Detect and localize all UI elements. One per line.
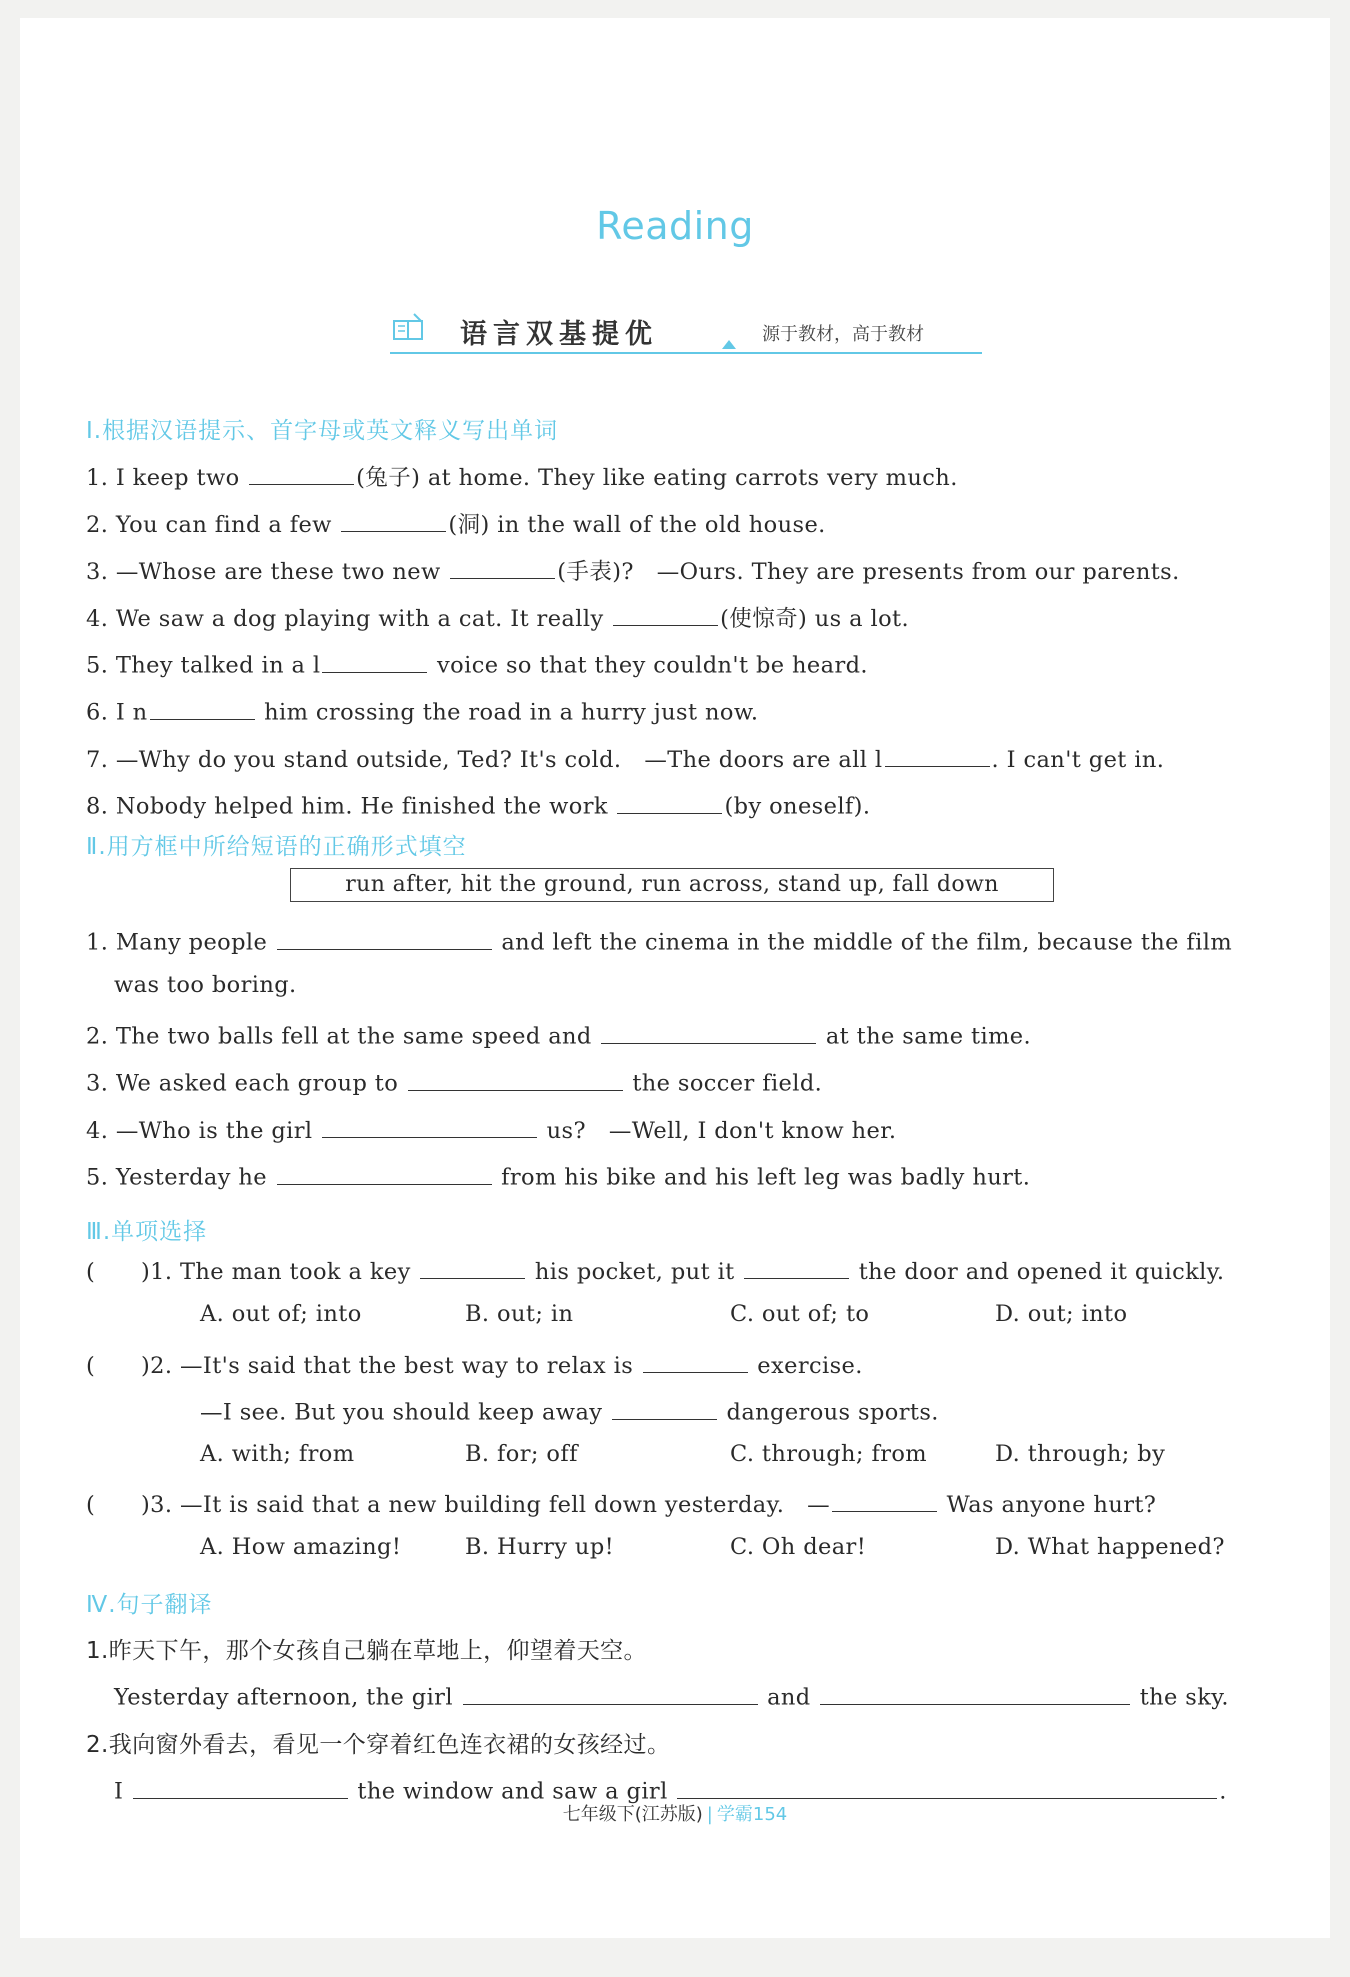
answer-paren[interactable]: ( ) — [86, 1353, 151, 1379]
option-a[interactable]: A. with; from — [200, 1441, 355, 1467]
footer-brand: 学霸 — [716, 1804, 753, 1825]
answer-blank[interactable] — [820, 1680, 1130, 1705]
s1-item-7: 7. —Why do you stand outside, Ted? It's cold. —The doors are all l . I can't get in. — [86, 742, 1164, 774]
option-d[interactable]: D. What happened? — [995, 1534, 1225, 1560]
s1-item-8: 8. Nobody helped him. He finished the work (by oneself). — [86, 789, 870, 820]
s2-item-4: 4. —Who is the girl us? —Well, I don't know her. — [86, 1113, 896, 1145]
s2-item-2: 2. The two balls fell at the same speed and at the same time. — [86, 1019, 1031, 1050]
answer-blank[interactable] — [744, 1254, 849, 1279]
option-a[interactable]: A. out of; into — [200, 1301, 362, 1327]
s2-item-3: 3. We asked each group to the soccer field. — [86, 1066, 822, 1097]
answer-blank[interactable] — [450, 554, 555, 579]
option-d[interactable]: D. out; into — [995, 1301, 1128, 1327]
s2-item-1-cont: was too boring. — [114, 972, 297, 998]
book-icon — [392, 312, 426, 342]
banner-triangle — [722, 340, 736, 349]
s1-item-5: 5. They talked in a l voice so that they couldn't be heard. — [86, 648, 868, 679]
s1-item-6: 6. I n him crossing the road in a hurry just now. — [86, 695, 758, 726]
answer-blank[interactable] — [832, 1487, 937, 1512]
section-2-heading: Ⅱ.用方框中所给短语的正确形式填空 — [86, 834, 467, 860]
answer-paren[interactable]: ( ) — [86, 1492, 151, 1518]
answer-blank[interactable] — [277, 1160, 492, 1185]
section-banner — [390, 308, 982, 354]
answer-blank[interactable] — [601, 1019, 816, 1044]
option-b[interactable]: B. Hurry up! — [465, 1534, 615, 1560]
s3-question-2: ( )2. —It's said that the best way to relax is exercise. — [86, 1348, 863, 1380]
s4-q1-english: Yesterday afternoon, the girl and the sky. — [114, 1680, 1229, 1711]
s1-item-3: 3. —Whose are these two new (手表)? —Ours. They are presents from our parents. — [86, 554, 1180, 586]
answer-blank[interactable] — [463, 1680, 758, 1705]
s2-item-5: 5. Yesterday he from his bike and his left leg was badly hurt. — [86, 1160, 1030, 1191]
s4-q2-english: I the window and saw a girl . — [114, 1774, 1227, 1805]
option-c[interactable]: C. out of; to — [730, 1301, 870, 1327]
option-c[interactable]: C. Oh dear! — [730, 1534, 867, 1560]
answer-blank[interactable] — [322, 648, 427, 673]
banner-underline — [390, 352, 982, 354]
s4-q1-chinese: 1.昨天下午，那个女孩自己躺在草地上，仰望着天空。 — [86, 1638, 647, 1664]
footer-separator: | — [706, 1804, 713, 1825]
answer-blank[interactable] — [613, 601, 718, 626]
s1-item-1: 1. I keep two (兔子) at home. They like eating carrots very much. — [86, 460, 958, 492]
answer-blank[interactable] — [249, 460, 354, 485]
answer-blank[interactable] — [341, 507, 446, 532]
answer-blank[interactable] — [420, 1254, 525, 1279]
option-c[interactable]: C. through; from — [730, 1441, 928, 1467]
worksheet-page — [20, 18, 1330, 1938]
answer-blank[interactable] — [408, 1066, 623, 1091]
s1-item-2: 2. You can find a few (洞) in the wall of the old house. — [86, 507, 826, 539]
answer-blank[interactable] — [612, 1395, 717, 1420]
section-3-heading: Ⅲ.单项选择 — [86, 1219, 208, 1245]
footer-grade: 七年级下(江苏版) — [562, 1804, 703, 1825]
answer-blank[interactable] — [677, 1774, 1217, 1799]
answer-blank[interactable] — [133, 1774, 348, 1799]
banner-subtitle: 源于教材，高于教材 — [762, 324, 924, 345]
answer-blank[interactable] — [643, 1348, 748, 1373]
section-1-heading: Ⅰ.根据汉语提示、首字母或英文释义写出单词 — [86, 418, 559, 444]
answer-blank[interactable] — [885, 742, 990, 767]
s1-item-4: 4. We saw a dog playing with a cat. It really (使惊奇) us a lot. — [86, 601, 909, 633]
option-b[interactable]: B. out; in — [465, 1301, 574, 1327]
answer-blank[interactable] — [277, 925, 492, 950]
option-d[interactable]: D. through; by — [995, 1441, 1166, 1467]
page-number: 154 — [752, 1804, 788, 1825]
s3-question-1: ( )1. The man took a key his pocket, put it the door and opened it quickly. — [86, 1254, 1224, 1286]
page-footer — [20, 1800, 1330, 1826]
page-title: Reading — [596, 204, 754, 248]
s3-question-2-reply: —I see. But you should keep away dangerous sports. — [200, 1395, 939, 1426]
option-a[interactable]: A. How amazing! — [200, 1534, 402, 1560]
answer-blank[interactable] — [322, 1113, 537, 1138]
s4-q2-chinese: 2.我向窗外看去，看见一个穿着红色连衣裙的女孩经过。 — [86, 1732, 671, 1758]
answer-blank[interactable] — [617, 789, 722, 814]
answer-blank[interactable] — [150, 695, 255, 720]
banner-title: 语言双基提优 — [460, 319, 658, 350]
option-b[interactable]: B. for; off — [465, 1441, 578, 1467]
s3-question-3: ( )3. —It is said that a new building fell down yesterday. — Was anyone hurt? — [86, 1487, 1156, 1519]
section-4-heading: Ⅳ.句子翻译 — [86, 1592, 213, 1618]
s2-item-1: 1. Many people and left the cinema in the middle of the film, because the film — [86, 925, 1232, 956]
answer-paren[interactable]: ( ) — [86, 1259, 151, 1285]
phrase-box: run after, hit the ground, run across, stand up, fall down — [290, 868, 1054, 902]
